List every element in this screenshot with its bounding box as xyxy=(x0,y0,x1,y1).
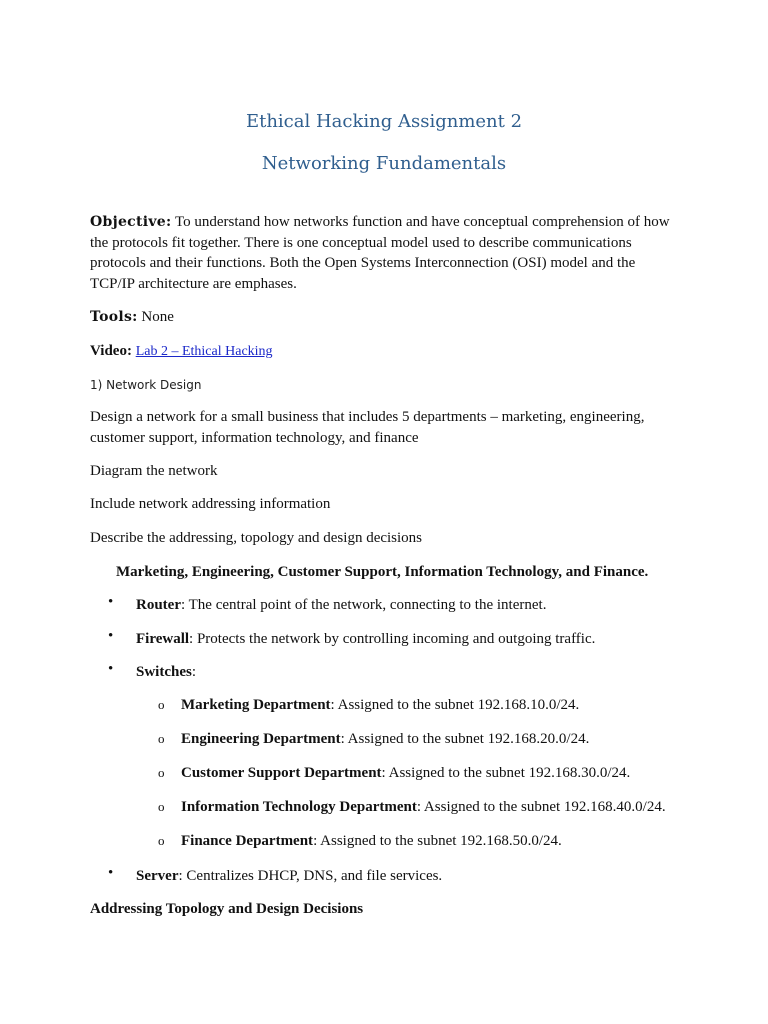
sub-item-term: Engineering Department xyxy=(181,731,341,747)
bullet-mark: • xyxy=(108,594,114,610)
tools-value: None xyxy=(137,309,174,325)
sub-item-desc: : Assigned to the subnet 192.168.20.0/24. xyxy=(340,731,590,747)
document-subtitle: Networking Fundamentals xyxy=(261,153,507,174)
list-item-desc: : Protects the network by controlling incoming and outgoing traffic. xyxy=(189,631,596,647)
sub-item-desc: : Assigned to the subnet 192.168.10.0/24. xyxy=(330,697,580,713)
addressing-paragraph: Include network addressing information xyxy=(90,496,331,512)
sub-item-term: Finance Department xyxy=(181,833,314,849)
video-line xyxy=(90,341,680,363)
sub-item-desc: : Assigned to the subnet 192.168.40.0/24. xyxy=(416,799,666,815)
list-item-desc: : Centralizes DHCP, DNS, and file services. xyxy=(178,868,443,884)
sub-bullet-mark: o xyxy=(158,765,165,780)
sub-item-desc: : Assigned to the subnet 192.168.50.0/24. xyxy=(313,833,562,849)
sub-item-finance xyxy=(181,831,751,851)
video-label: Video: xyxy=(90,343,132,359)
list-item-desc: : xyxy=(191,664,197,680)
sub-item-marketing xyxy=(181,695,751,715)
objective-label: Objective: xyxy=(90,214,172,230)
list-item-term: Switches xyxy=(136,664,192,680)
sub-item-term: Information Technology Department xyxy=(181,799,417,815)
sub-item-desc: : Assigned to the subnet 192.168.30.0/24. xyxy=(381,765,631,781)
design-paragraph: Design a network for a small business that includes 5 departments – marketing, engineering, customer support, information technology, and finance xyxy=(90,409,645,446)
tools-label: Tools: xyxy=(90,309,138,325)
diagram-paragraph: Diagram the network xyxy=(90,463,218,479)
objective-paragraph xyxy=(90,212,680,294)
list-item-term: Router xyxy=(136,597,181,613)
sub-bullet-mark: o xyxy=(158,799,165,814)
sub-item-information-technology xyxy=(181,797,751,817)
objective-text: To understand how networks function and have conceptual comprehension of how the protocols fit together. There is one conceptual model used to describe communications protocols and their functions. Both the Open Systems Interconnection (OSI) model and the TCP/IP architecture are emphases. xyxy=(90,214,670,292)
list-item-desc: : The central point of the network, connecting to the internet. xyxy=(181,597,547,613)
list-item-router xyxy=(136,595,736,615)
video-link[interactable]: Lab 2 – Ethical Hacking xyxy=(135,344,273,359)
bullet-mark: • xyxy=(108,865,114,881)
section-heading-network-design: 1) Network Design xyxy=(90,378,202,392)
sub-item-term: Marketing Department xyxy=(181,697,331,713)
document-title: Ethical Hacking Assignment 2 xyxy=(245,111,523,132)
sub-item-customer-support xyxy=(181,763,751,783)
sub-bullet-mark: o xyxy=(158,731,165,746)
describe-paragraph: Describe the addressing, topology and design decisions xyxy=(90,530,423,546)
sub-bullet-mark: o xyxy=(158,697,165,712)
list-item-term: Server xyxy=(136,868,179,884)
sub-item-term: Customer Support Department xyxy=(181,765,382,781)
tools-line xyxy=(90,307,680,328)
bullet-mark: • xyxy=(108,661,114,677)
list-item-switches xyxy=(136,662,736,682)
list-item-firewall xyxy=(136,629,736,649)
bullet-mark: • xyxy=(108,628,114,644)
sub-item-engineering xyxy=(181,729,751,749)
list-item-server xyxy=(136,866,736,886)
sub-bullet-mark: o xyxy=(158,833,165,848)
departments-heading: Marketing, Engineering, Customer Support, Information Technology, and Finance. xyxy=(116,564,649,580)
list-item-term: Firewall xyxy=(136,631,190,647)
closing-heading: Addressing Topology and Design Decisions xyxy=(90,901,364,917)
